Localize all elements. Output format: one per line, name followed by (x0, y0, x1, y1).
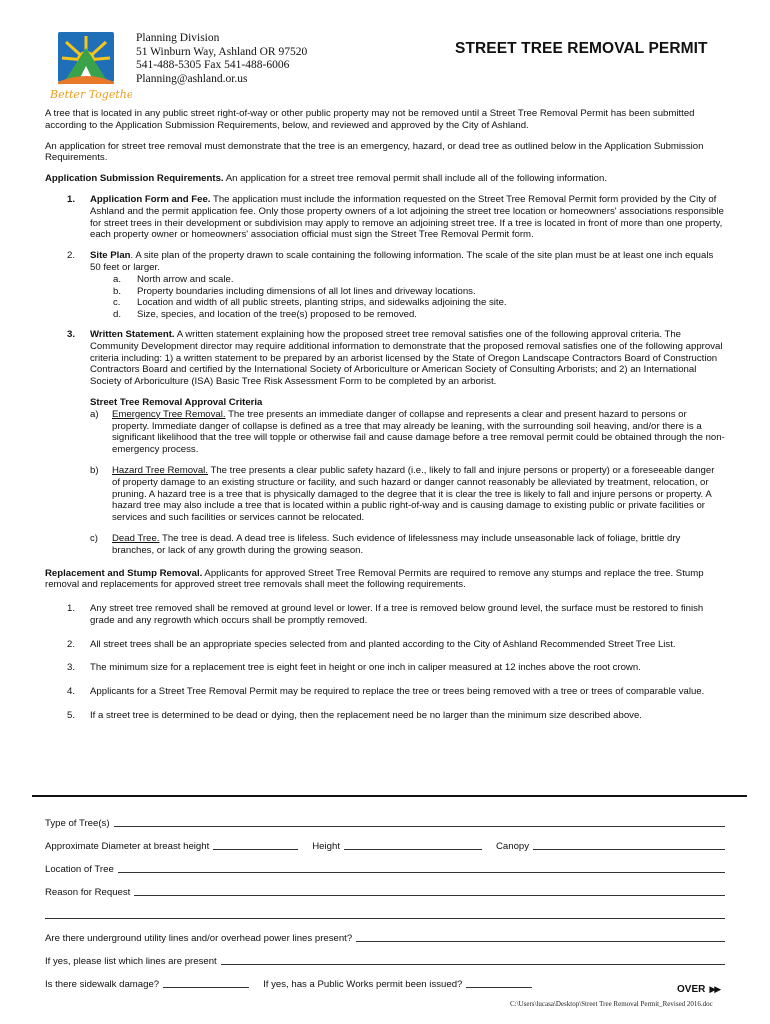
criteria-item: a) Emergency Tree Removal. The tree presents an immediate danger of collapse and represents a clear and present hazard to persons or property. Immediate danger of collapse is defined as a tree that may already be leaning, with the surrounding soil heaving, and/or there is a significant likelihood that the tree will topple or otherwise fail and cause damage before a tree removal permit could be obtained through the non-emergency process. (90, 408, 725, 456)
requirement-number: 1. (67, 193, 76, 205)
reason-field[interactable] (134, 894, 725, 896)
over-indicator (677, 984, 719, 995)
sidewalk-damage-field[interactable] (163, 986, 249, 988)
ashland-logo-icon (44, 30, 132, 104)
diameter-field[interactable] (213, 848, 298, 850)
replacement-item: 4. Applicants for a Street Tree Removal Permit may be required to replace the tree or trees being removed with a tree or trees of comparable value. (67, 686, 705, 698)
site-plan-subitem: d. Size, species, and location of the tree(s) proposed to be removed. (113, 309, 417, 321)
criteria-item: c) Dead Tree. The tree is dead. A dead tree is lifeless. Such evidence of lifelessness may include unseasonable lack of foliage, brittle dry branches, or lack of any growth during the growing season. (90, 532, 681, 556)
reason-field-continued[interactable] (45, 917, 725, 919)
replacement-item: 5. If a street tree is determined to be dead or dying, then the replacement need be no larger than the minimum size described above. (67, 710, 642, 722)
requirement-number: 3. (67, 328, 76, 340)
logo-tagline: Better Together (50, 88, 132, 101)
requirement-item (45, 250, 725, 321)
canopy-label: Canopy (495, 841, 530, 852)
division-address (136, 32, 307, 86)
city-logo (44, 30, 132, 104)
public-works-permit-field[interactable] (466, 986, 532, 988)
utility-lines-label: Are there underground utility lines and/or overhead power lines present? (45, 933, 353, 944)
replacement-item: 3. The minimum size for a replacement tree is eight feet in height or one inch in caliper measured at 12 inches above the root crown. (67, 662, 641, 674)
site-plan-subitem: c. Location and width of all public streets, planting strips, and sidewalks adjoining the site. (113, 297, 507, 309)
address-line: 541-488-5305 Fax 541-488-6006 (136, 59, 290, 71)
canopy-field[interactable] (533, 848, 725, 850)
requirement-item (45, 194, 725, 241)
requirement-text: . A site plan of the property drawn to scale containing the following information. The scale of the site plan must be at least one inch equals 50 feet or larger. (90, 250, 714, 273)
utility-lines-field[interactable] (356, 940, 725, 942)
address-line: Planning@ashland.or.us (136, 72, 248, 85)
criteria-heading: Street Tree Removal Approval Criteria (90, 396, 263, 408)
requirements-heading: Application Submission Requirements. (45, 173, 224, 185)
form-row (45, 875, 725, 898)
criteria-item: b) Hazard Tree Removal. The tree presents a clear public safety hazard (i.e., likely to fall and injure persons or property) or a foreseeable danger of property damage to an existing structure or facility, and such hazard or danger cannot reasonably be alleviated by treatment, relocation, or pruning. A hazard tree is a tree that is physically damaged to the degree that it is clear the tree is likely to fall and injure persons or property. A hazard tree may also include a tree that is located within a public right-of-way and is causing damage to existing public or private facilities or services and such facilities or services cannot be relocated. (90, 464, 715, 524)
document-body (45, 108, 725, 734)
height-label: Height (312, 841, 340, 852)
over-label: OVER (677, 984, 706, 995)
form-row (45, 852, 725, 875)
site-plan-subitem: b. Property boundaries including dimensions of all lot lines and driveway locations. (113, 285, 476, 297)
form-row (45, 921, 725, 944)
sidewalk-damage-label: Is there sidewalk damage? (45, 979, 160, 990)
form-row (45, 898, 725, 921)
location-label: Location of Tree (45, 864, 114, 875)
section-divider (32, 795, 747, 797)
type-of-tree-field[interactable] (114, 825, 725, 827)
requirement-text: A written statement explaining how the proposed street tree removal satisfies one of the following approval criteria. The Community Development director may require additional information to demonstrate that the proposed removal satisfies one of the following approval criteria including: 1) a written statement to be prepared by an arborist licensed by the State of Oregon Landscape Contractors Board of Construction Contractors Board and certified by the International Society of Arboriculture or American Society of Consulting Arborists; and 2) an International Society of Arboriculture (ISA) Basic Tree Risk Assessment Form to be completed by an arborist. (90, 328, 723, 388)
requirement-title: Application Form and Fee. (90, 193, 211, 205)
page-title: STREET TREE REMOVAL PERMIT (455, 40, 708, 57)
form-row (45, 967, 725, 990)
form-row (45, 944, 725, 967)
diameter-label: Approximate Diameter at breast height (45, 841, 210, 852)
replacement-item: 1. Any street tree removed shall be removed at ground level or lower. If a tree is removed below ground level, the surface must be restored to finish grade and any regrowth which occurs shall be promptly removed. (67, 603, 704, 626)
reason-label: Reason for Request (45, 887, 131, 898)
requirement-text: The application must include the information requested on the Street Tree Removal Permit form provided by the City of Ashland and the permit application fee. Only those property owners of a lot adjoining the street tree location or homeowners' associations responsible for street trees in their development or subdivision may apply to remove an adjoining street tree. If a tree is located in front of more than one property, each property owner or homeowners' association official must sign the Street Tree Removal Permit form. (90, 193, 724, 241)
type-of-tree-label: Type of Tree(s) (45, 818, 110, 829)
form-row (45, 829, 725, 852)
requirements-intro (45, 173, 725, 185)
application-form (45, 806, 725, 990)
lines-list-label: If yes, please list which lines are present (45, 956, 217, 967)
criteria-title: Hazard Tree Removal. (112, 464, 208, 476)
site-plan-subitem: a. North arrow and scale. (113, 273, 234, 285)
height-field[interactable] (344, 848, 482, 850)
form-row (45, 806, 725, 829)
replacement-item: 2. All street trees shall be an appropriate species selected from and planted according to the City of Ashland Recommended Street Tree List. (67, 638, 676, 650)
requirements-heading-rest: An application for a street tree removal permit shall include all of the following information. (223, 173, 607, 185)
requirement-title: Written Statement. (90, 328, 175, 340)
replacement-intro: Replacement and Stump Removal. Applicants for approved Street Tree Removal Permits are required to remove any stumps and replace the tree. Stump removal and replacements for approved street tree removals shall meet the following requirements. (45, 567, 704, 591)
requirement-title: Site Plan (90, 250, 131, 262)
double-arrow-right-icon: ▶▶ (709, 984, 720, 994)
requirement-number: 2. (67, 250, 76, 262)
lines-list-field[interactable] (221, 963, 725, 965)
requirement-item (45, 329, 725, 559)
address-line: Planning Division (136, 32, 220, 44)
address-line: 51 Winburn Way, Ashland OR 97520 (136, 45, 308, 58)
intro-paragraph: An application for street tree removal must demonstrate that the tree is an emergency, hazard, or dead tree as outlined below in the Application Submission Requirements. (45, 140, 704, 164)
criteria-title: Emergency Tree Removal. (112, 408, 226, 420)
public-works-permit-label: If yes, has a Public Works permit been issued? (263, 979, 463, 990)
location-field[interactable] (118, 871, 725, 873)
intro-paragraph: A tree that is located in any public street right-of-way or other public property may not be removed until a Street Tree Removal Permit has been submitted according to the Application Submission Requirements, below, and reviewed and approved by the City of Ashland. (45, 108, 695, 131)
replacement-heading: Replacement and Stump Removal. (45, 567, 203, 579)
file-path: C:\Users\lucasa\Desktop\Street Tree Removal Permit_Revised 2016.doc (510, 1000, 713, 1008)
criteria-title: Dead Tree. (112, 532, 160, 544)
